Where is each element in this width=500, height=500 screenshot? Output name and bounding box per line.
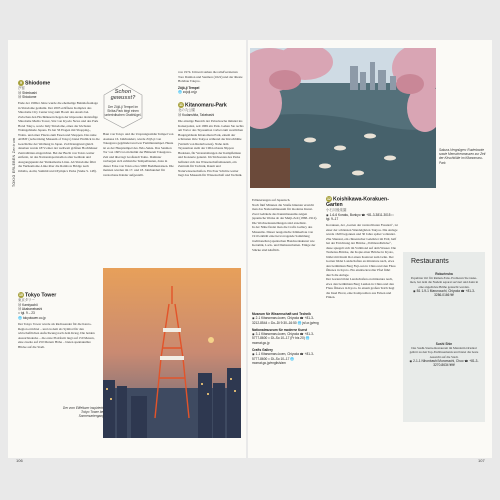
koishikawa-body: Korakuen, der „Garten der verstrebbaren Freuden“, ist einer der schönsten Wandelgärten Tokyos. Die Anlage wurde 1629 begonnen und 30 Jahre später vollendet. Zhu Shunsui, ein chinesischer Gelehrter im Exil, half bei der Errichtung der Brücke „Vollmondbrücke“, diese spiegelt sich im Vollmond auf dem Wasser. Die Tsubetsu-Brücke, die Kopie einer Brücke in Kyoto, bildet mit ihrem Rot einen Kontrast zum Grün. Der Garten bildet Landschaften en miniature nach, etwa den berühmten Berg Fuji-san in China und den Fluss Ōikawa in Kyoto. Ein eindrucksvoller Pfad führt durch die Anlage. Der Garten bildet Landschaften en miniature nach, etwa den berühmten Berg Lushan in China und den Fluss Ōikawa in Kyoto. In einem großen Teich liegt die Insel Horai, eine Komposition aus Felsen und Pinien.	[326, 223, 398, 300]
museum-info-0: ◉ 2-1 Kitanomaru-koen, Chiyoda ☎ +81-3-3212-8544 □ Do–Di 9:30–16:50 🌐 jsf.or.jp/eng	[252, 316, 319, 325]
callout-question: Schon gewusst?	[110, 89, 136, 101]
shiodome-info-0: Ⓜ Shimbashi	[18, 90, 37, 95]
restaurant-info-0: ◉ B1 1-9-1 Marunouchi, Chiyoda ☎ +81-3-3286-0166 ¥¥	[413, 288, 475, 298]
museum-info-2: ◉ 1-1 Kitanomaru-koen, Chiyoda ☎ +81-3-5777-8600 □ Di–So 10–17 🌐 momat.go.jp/english/am	[252, 352, 314, 365]
tokyo-tower-body: Der Tokyo Tower wurde als Radiosender für die Kanto-Region errichtet – und zu dem als Symbol für den wirtschaftlichen Aufschwung nach dem Krieg. Die beiden Aussichtsdecks – die erste Plattform liegt auf 150 Metern, eine zweite auf 250 Metern Höhe – bieten spektakuläre Blicke auf die Stadt.	[18, 322, 95, 349]
tokyo-tower-jp-title: 東京タワー	[18, 298, 35, 303]
col3-top-text: von 1974. Umweit stehen die reliefverzierten Tore Daimon und Sanmon (1622) und der älteste Holzbau Tokyos.	[178, 70, 243, 83]
entry-number-badge: 9	[20, 81, 22, 85]
kitanomaru-photo-caption: Sakura-Vergnügen: Ruderboote sowie Menschenmassen zur Zeit der Kirschblüte im Kitanomaru-Park	[439, 148, 486, 165]
zojo-ji-info: 🌐 zojoji.or.jp	[178, 90, 198, 95]
restaurant-info-1: ◉ 2-1-1 Nihonbashi Muromachi, Chuo ☎ +81-3-3270-8634 ¥¥¥	[409, 358, 479, 368]
tokyo-tower-title: Tokyo Tower	[25, 292, 57, 299]
zojo-ji-title: Zōjō-ji Tempel	[178, 86, 200, 90]
restaurant-name-1: Sushi Shin	[435, 342, 453, 346]
tokyo-tower-photo	[103, 268, 241, 438]
koishikawa-info: ◉ 1-6-6 Koraku, Bunkyo ☎ +81-3-3811-3015 □ tgl. 9–17	[326, 212, 394, 222]
koishikawa-title: Koishikawa-Korakuen-Garten	[326, 196, 389, 209]
tokyo-tower-info-3: 🌐 tokyotower.co.jp	[18, 315, 46, 320]
restaurant-body-1: Das Sushi-Sterne-Restaurant im Mandarin Oriental gehört zu den Top-Etablissements und bietet die beste Aussicht auf die Stadt.	[409, 346, 479, 359]
restaurant-body-0: Populärer Ort für Ramen-Fans. Probieren Sie tsuke-men, bei dem die Nudeln separat serviert und dann in eine angedickte Brühe getaucht werden.	[409, 276, 479, 289]
museum-title-1: Nationalmuseum für moderne Kunst	[252, 327, 308, 332]
restaurant-item-1	[409, 342, 479, 367]
zojo-ji-section	[178, 86, 244, 95]
restaurants-box	[403, 252, 485, 422]
entry-number-badge: 11	[179, 103, 183, 107]
col4-text: Erläuterungen auf Japanisch. Nach fünf Minuten die Straße hinunter erreicht man das Nationalmuseum für moderne Kunst. Zwei Gebäude des Kunstmuseums zeigen japanische Werke ab der Meiji-Zeit (1868–1912). Die Wechselausstellungen sind exzellent. In der Nähe findet man die Crafts Gallery des Museums. Dieser neugotische Klinkerbau von 1910 enthält eine hervorragende Sammlung traditionellen japanischen Handwerkskunst wie Keramik, Lack- und Damastarbeiten. Einige der Stücke sind käuflich.	[252, 198, 318, 252]
callout-text: Der Zōjō-ji Tempel im Shiba-Park birgt einen unterirdischen Grabhügel.	[104, 105, 142, 118]
tokyo-tower-caption: Der vom Eiffelturm inspirierte Tokyo Tower bei Sonnenuntergang	[62, 406, 104, 419]
cherry-blossom-illustration	[250, 48, 436, 188]
tokyo-tower-info-2: □ tgl. 9 – 23	[18, 311, 35, 316]
museum-list	[252, 312, 320, 365]
kitanomaru-section	[178, 102, 244, 264]
kitanomaru-info: Ⓜ Kudanshita, Takebashi	[178, 112, 215, 117]
restaurants-title: Restaurants	[411, 258, 449, 265]
entry-number-badge: 12	[327, 197, 331, 201]
tokyo-tower-section	[18, 292, 100, 349]
shiodome-info-1: Ⓜ Shiodome	[18, 95, 37, 100]
tokyo-tower-info-1: Ⓜ Akabanebashi	[18, 307, 43, 312]
museum-title-2: Crafts Gallery	[252, 348, 273, 353]
museum-info-1: ◉ 3-1 Kitanomaru-koen, Chiyoda ☎ +81-3-5777-8600 □ Di–So 10–17 (Fr bis 20) 🌐 momat.go.jp	[252, 332, 314, 345]
tokyo-tower-illustration	[103, 268, 241, 438]
shiodome-section	[18, 80, 100, 173]
kitanomaru-park-photo	[250, 48, 436, 188]
kitanomaru-title: Kitanomaru-Park	[185, 102, 227, 109]
shiodome-title: Shiodome	[25, 80, 51, 87]
did-you-know-callout	[103, 83, 143, 129]
kitanomaru-jp-title: 北の丸公園	[178, 108, 195, 113]
tokyo-tower-info-0: Ⓜ Kamiyachō	[18, 302, 38, 307]
museum-title-0: Museum für Wissenschaft und Technik	[252, 312, 311, 316]
restaurant-item-0	[409, 272, 479, 297]
kitanomaru-body: Die einstige Bereich der Palastwache mündet ins Kaiserpalast, seit 1969 ein Park. Gehen Sie rechts am Vortor des Tayasumon vorbei zum westlichen Hauptgebäude Kitanomaru Park, einem der schönsten Orte Tokyos während der Kirschblüte (Verleih von Ruderbooten). Nahe dem Tayasumon steht der 1964 erbaute Nippon Budokan, für Veranstaltungen der Kampfkünste und Konzerte genutzt. Im Südwesten des Parks befindet sich das Wissenschaftsmuseum, ein Zentrum für Technik, Raum und Naturwissenschaften. Ein Paar Schritte weiter liegt das Museum für Wissenschaft und Technik.	[178, 119, 244, 178]
entry-number-badge: 10	[19, 293, 23, 297]
page-number-left: 106	[16, 458, 23, 463]
koishikawa-section	[326, 196, 398, 440]
shiodome-jp-title: 汐留	[18, 86, 25, 91]
col2-text: Baut von Tokyo und die Ursprungsstädte Tempel von Asakusa 16. Jahrhundert, wurde Zōjō-ji von Tokugawa gegründet und war Familientempel. Heute ist es der Haupttempel des Jōdo-Sekte. Das Sanmon Tor von 1605 ist ein Relikt der Blütezeit Tokugawa-Zeit und überragt Großstadt Tokio. Dahinter verbergen sich zahlreiche Tempelbauten, dazu in dieser Ecke von Tokio etwa 5000 Buddhastatuen. Die meisten wurden im 17. und 18. Jahrhundert für verstorbene Kinder aufgestellt.	[103, 132, 174, 177]
shiodome-body: Ende der 1990er Jahre wurde die ehemalige Bahnhofsanlage in Shiodome geräumt. Der 2003 eröffnete Komplex des Shiodome City Center trug zum Boom des Areals bei. Zwischen den Hochhäusern liegen der imposante dreistufige Shiodome Media Tower, Sitz von Kyodo News und des Park Hotel Tokyo, sowie Italy Shiodome, eines der höchsten Wohngebäude Japans. Es hat 56 Etagen mit Shopping-, Wohn- und einer Plazza zum Essen und Shoppen. Das nahe ADMT (Advertising Museum of Tokyo) bietet Einblick in die Geschichte der Werbung in Japan. Zu Dirtengrund gleich daneben wurde 1872 einer der weltweit größten Hochhäuser Zentralitäten eingerichtet. Bei der Bucht von Tokio weiter entfernt, ist das Nationalsportstadion alter Gelände und Ausgangspunkt der Yurikamome Linie. Ab Shiodome fährt die Yurikamome-Linie über die Rainbow Bridge nach Odaiba, Aomi, Summit und Olympics Parks (Siehe S. 148).	[18, 101, 100, 173]
restaurant-name-0: Rokurinsha	[435, 272, 453, 276]
koishikawa-jp-title: 小石川後楽園	[326, 208, 347, 213]
page-number-right: 107	[478, 458, 485, 463]
side-tab: TOKIO ERLEBEN Zentrum	[12, 137, 16, 187]
